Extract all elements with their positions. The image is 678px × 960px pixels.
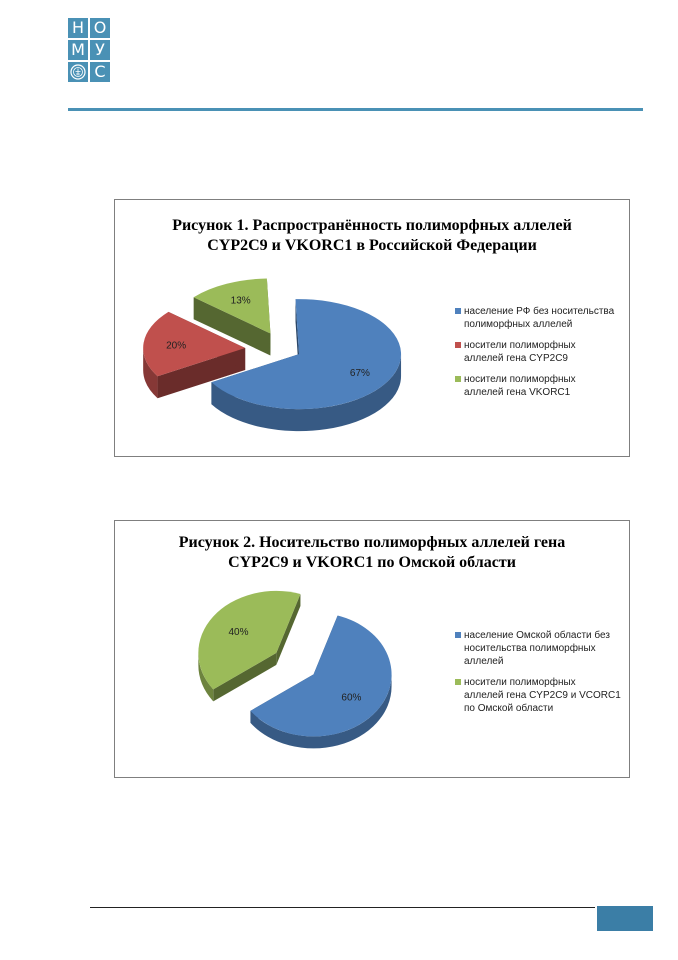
footer-divider <box>90 907 595 908</box>
chart-2-legend-text-1-2: носительства полиморфных <box>464 643 596 654</box>
chart-2-title-line-2: CYP2C9 и VKORC1 по Омской области <box>228 554 516 571</box>
logo-letter-5: С <box>90 62 110 82</box>
chart-1-legend-text-1-1: население РФ без носительства <box>464 306 615 317</box>
emblem-icon <box>68 62 88 82</box>
chart-1-title-line-2: CYP2C9 и VKORC1 в Российской Федерации <box>207 237 537 254</box>
chart-2-data-label-1: 60% <box>341 692 362 704</box>
logo-letter-2: О <box>90 18 110 38</box>
chart-1-legend-text-3-1: носители полиморфных <box>464 374 576 385</box>
chart-2-legend-swatch-1 <box>455 632 461 638</box>
logo-letter-1: Н <box>68 18 88 38</box>
chart-2-legend-text-1-3: аллелей <box>464 656 504 667</box>
chart-2-legend-text-1-1: население Омской области без <box>464 630 610 641</box>
chart-1-legend-swatch-1 <box>455 308 461 314</box>
chart-1-legend-text-3-2: аллелей гена VKORC1 <box>464 387 571 398</box>
chart-2 <box>114 520 630 778</box>
chart-2-data-label-2: 40% <box>228 627 249 639</box>
chart-2-legend-item-2 <box>455 676 627 715</box>
chart-2-legend-text-2-1: носители полиморфных <box>464 677 576 688</box>
chart-2-title-line-1: Рисунок 2. Носительство полиморфных аллелей гена <box>178 534 566 551</box>
chart-1-legend <box>455 305 627 407</box>
chart-1-legend-item-1 <box>455 305 627 331</box>
logo-letter-3: М <box>68 40 88 60</box>
chart-1-legend-text-2-2: аллелей гена CYP2C9 <box>464 353 568 364</box>
chart-2-legend <box>455 629 627 723</box>
chart-1-data-label-2: 20% <box>166 340 187 352</box>
chart-1-legend-swatch-3 <box>455 376 461 382</box>
chart-1-legend-text-1-2: полиморфных аллелей <box>464 319 573 330</box>
chart-2-legend-text-2-2: аллелей гена CYP2C9 и VCORC1 <box>464 690 621 701</box>
chart-2-legend-text-2-3: по Омской области <box>464 703 554 714</box>
chart-1 <box>114 199 630 457</box>
header-divider <box>68 108 643 111</box>
logo <box>68 18 112 102</box>
logo-letter-4: У <box>90 40 110 60</box>
chart-1-data-label-1: 67% <box>349 368 370 380</box>
page-number-box <box>597 906 653 931</box>
chart-1-legend-text-2-1: носители полиморфных <box>464 340 576 351</box>
chart-1-legend-item-3 <box>455 373 627 399</box>
chart-1-data-label-3: 13% <box>230 295 251 307</box>
chart-2-legend-swatch-2 <box>455 679 461 685</box>
chart-1-legend-item-2 <box>455 339 627 365</box>
chart-1-legend-swatch-2 <box>455 342 461 348</box>
chart-1-title-line-1: Рисунок 1. Распространённость полиморфных аллелей <box>172 217 572 234</box>
chart-2-legend-item-1 <box>455 629 627 668</box>
